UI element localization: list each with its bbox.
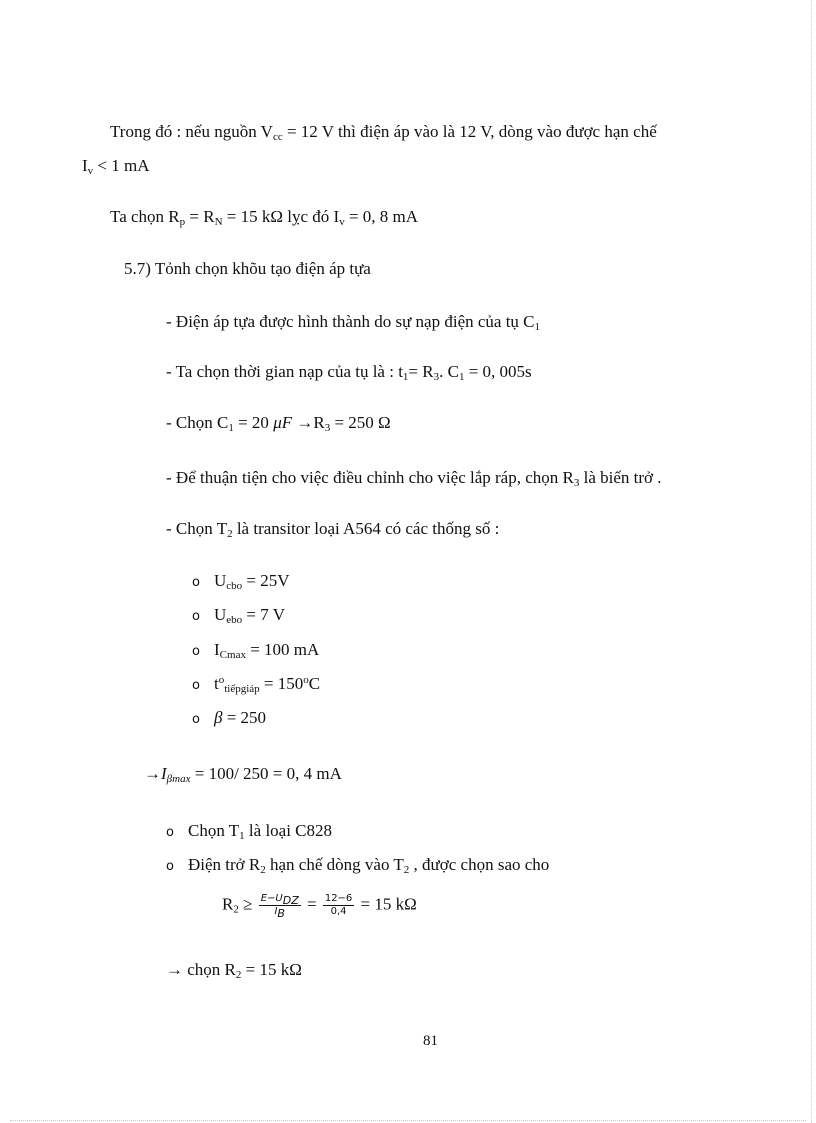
page-bottom-border: [10, 1120, 806, 1121]
paragraph-resistor-choice: Ta chọn $R_p = R_N = 15$ kΩ lỵc đó $I_v = 0$, 8 mA: [110, 207, 419, 228]
paragraph-charge-time: - Ta chọn thời gian nạp của tụ là : $t_1= R_3$. $C_1 = 0$, 005s: [166, 362, 532, 383]
fraction-numeric: $\frac{12-6}{0,4}$: [324, 893, 353, 917]
paragraph-base-current: $\to I_{\beta max} = 100/$ 250 = 0, 4 mA: [144, 764, 342, 785]
paragraph-ramp-voltage: - Điện áp tựa được hình thành do sự nạp điện của tụ $C_1$: [166, 312, 541, 333]
paragraph-r2-choice: → chọn $R_2 = 15$ kΩ: [166, 960, 302, 981]
bullet-icon: o: [192, 575, 200, 590]
paragraph-source-voltage: Trong đó : nếu nguồn $V_{cc} = 12$ V thì điện áp vào là 12 V, dòng vào được hạn chế: [110, 122, 657, 143]
fraction-formula: $\frac{E-U_{DZ}}{I_B}$: [260, 893, 299, 920]
bullet-icon: o: [166, 825, 174, 840]
paragraph-capacitor-choice: - Chọn $C_1 = 20$ $\mu F \to R_3 = 250$ Ω: [166, 413, 391, 434]
paragraph-transistor-t2: - Chọn $T_2$ là transitor loại A564 có các thống số :: [166, 519, 500, 540]
bullet-icon: o: [192, 644, 200, 659]
bullet-icon: o: [192, 609, 200, 624]
page-number: 81: [423, 1033, 438, 1049]
page-right-border: [811, 0, 812, 1123]
spec-item-junction-temperature: o $t^o_{tiếpgiáp} = 150^oC$: [192, 674, 321, 695]
section-heading: 5.7) Tỏnh chọn khõu tạo điện áp tựa: [124, 259, 371, 278]
spec-item-uebo: o $U_{ebo} = 7$ V: [192, 605, 285, 626]
paragraph-potentiometer: - Để thuận tiện cho việc điều chỉnh cho việc lắp ráp, chọn $R_3$ là biến trở .: [166, 468, 662, 489]
paragraph-input-current: $I_v < 1$ mA: [82, 156, 150, 177]
spec-item-beta: o β = 250: [192, 708, 266, 730]
equation-r2: $R_2$ ≥ $\frac{E-U_{DZ}}{I_B}$ = $\frac{12-6}{0,4}$ = 15 kΩ: [222, 893, 417, 920]
bullet-icon: o: [166, 859, 174, 874]
spec-item-ucbo: o $U_{cbo} = 25V$: [192, 571, 290, 592]
bullet-icon: o: [192, 712, 200, 727]
spec-item-icmax: o $I_{Cmax} = 100$ mA: [192, 640, 320, 661]
paragraph-transistor-t1: o Chọn $T_1$ là loại C828: [166, 821, 333, 842]
paragraph-resistor-r2: o Điện trở $R_2$ hạn chế dòng vào $T_2$ , được chọn sao cho: [166, 855, 550, 876]
bullet-icon: o: [192, 678, 200, 693]
